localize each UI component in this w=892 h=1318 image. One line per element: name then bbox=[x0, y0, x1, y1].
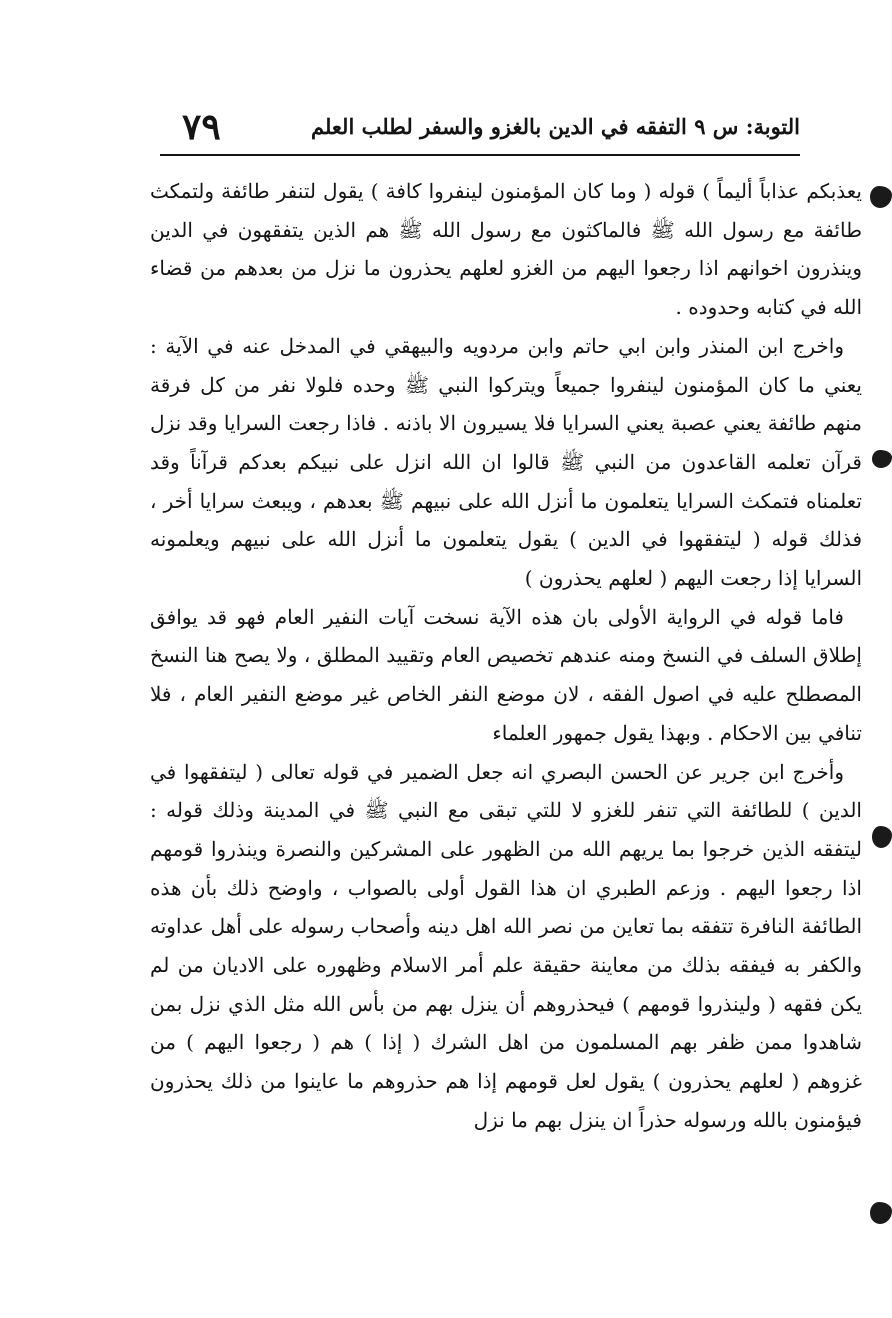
binding-hole-mark bbox=[872, 826, 892, 848]
header-rule bbox=[160, 154, 800, 156]
binding-hole-mark bbox=[872, 450, 892, 468]
paragraph-1: يعذبكم عذاباً أليماً ) قوله ( وما كان المؤمنون لينفروا كافة ) يقول لتنفر طائفة ولتمكث طائفة مع رسول الله ﷺ فالماكثون مع رسول الله ﷺ هم الذين يتفقهون في الدين وينذرون اخوانهم اذا رجعوا اليهم من الغزو لعلهم يحذرون ما نزل من بعدهم من قضاء الله في كتابه وحدوده . bbox=[150, 179, 862, 320]
body-text bbox=[150, 172, 862, 1140]
page-number: ٧٩ bbox=[182, 106, 221, 148]
page-header bbox=[150, 106, 800, 154]
running-title: التوبة: س ٩ التفقه في الدين بالغزو والسفر لطلب العلم bbox=[310, 114, 800, 139]
paragraph-3: فاما قوله في الرواية الأولى بان هذه الآية نسخت آيات النفير العام فهو قد يوافق إطلاق السلف في النسخ ومنه عندهم تخصيص العام وتقييد المطلق ، ولا يصح هنا النسخ المصطلح عليه في اصول الفقه ، لان موضع النفر الخاص غير موضع النفير العام ، فلا تنافي بين الاحكام . وبهذا يقول جمهور العلماء bbox=[150, 604, 862, 745]
binding-hole-mark bbox=[870, 186, 892, 208]
paragraph-4: وأخرج ابن جرير عن الحسن البصري انه جعل الضمير في قوله تعالى ( ليتفقهوا في الدين ) للطائفة التي تنفر للغزو لا للتي تبقى مع النبي ﷺ في المدينة وذلك قوله : ليتفقه الذين خرجوا بما يريهم الله من الظهور على المشركين والنصرة وينذروا قومهم اذا رجعوا اليهم . وزعم الطبري ان هذا القول أولى بالصواب ، واوضح ذلك بأن هذه الطائفة النافرة تتفقه بما تعاين من نصر الله اهل دينه وأصحاب رسوله على أهل عداوته والكفر به فيفقه بذلك من معاينة حقيقة علم أمر الاسلام وظهوره على الاديان من لم يكن فقهه ( ولينذروا قومهم ) فيحذروهم أن ينزل بهم من بأس الله مثل الذي نزل بمن شاهدوا ممن ظفر بهم المسلمون من اهل الشرك ( إذا ) هم ( رجعوا اليهم ) من غزوهم ( لعلهم يحذرون ) يقول لعل قومهم إذا هم حذروهم ما عاينوا من ذلك يحذرون فيؤمنون بالله ورسوله حذراً ان ينزل بهم ما نزل bbox=[150, 759, 862, 1132]
binding-hole-mark bbox=[870, 1202, 892, 1224]
paragraph-2: واخرج ابن المنذر وابن ابي حاتم وابن مردويه والبيهقي في المدخل عنه في الآية : يعني ما كان المؤمنون لينفروا جميعاً ويتركوا النبي ﷺ وحده فلولا نفر من كل فرقة منهم طائفة يعني عصبة يعني السرايا فلا يسيرون الا باذنه . فاذا رجعت السرايا وقد نزل قرآن تعلمه القاعدون من النبي ﷺ قالوا ان الله انزل على نبيكم بعدكم قرآناً وقد تعلمناه فتمكث السرايا يتعلمون ما أنزل الله على نبيهم ﷺ بعدهم ، ويبعث سرايا أخر ، فذلك قوله ( ليتفقهوا في الدين ) يقول يتعلمون ما أنزل الله على نبيهم ويعلمونه السرايا إذا رجعت اليهم ( لعلهم يحذرون ) bbox=[150, 333, 862, 591]
